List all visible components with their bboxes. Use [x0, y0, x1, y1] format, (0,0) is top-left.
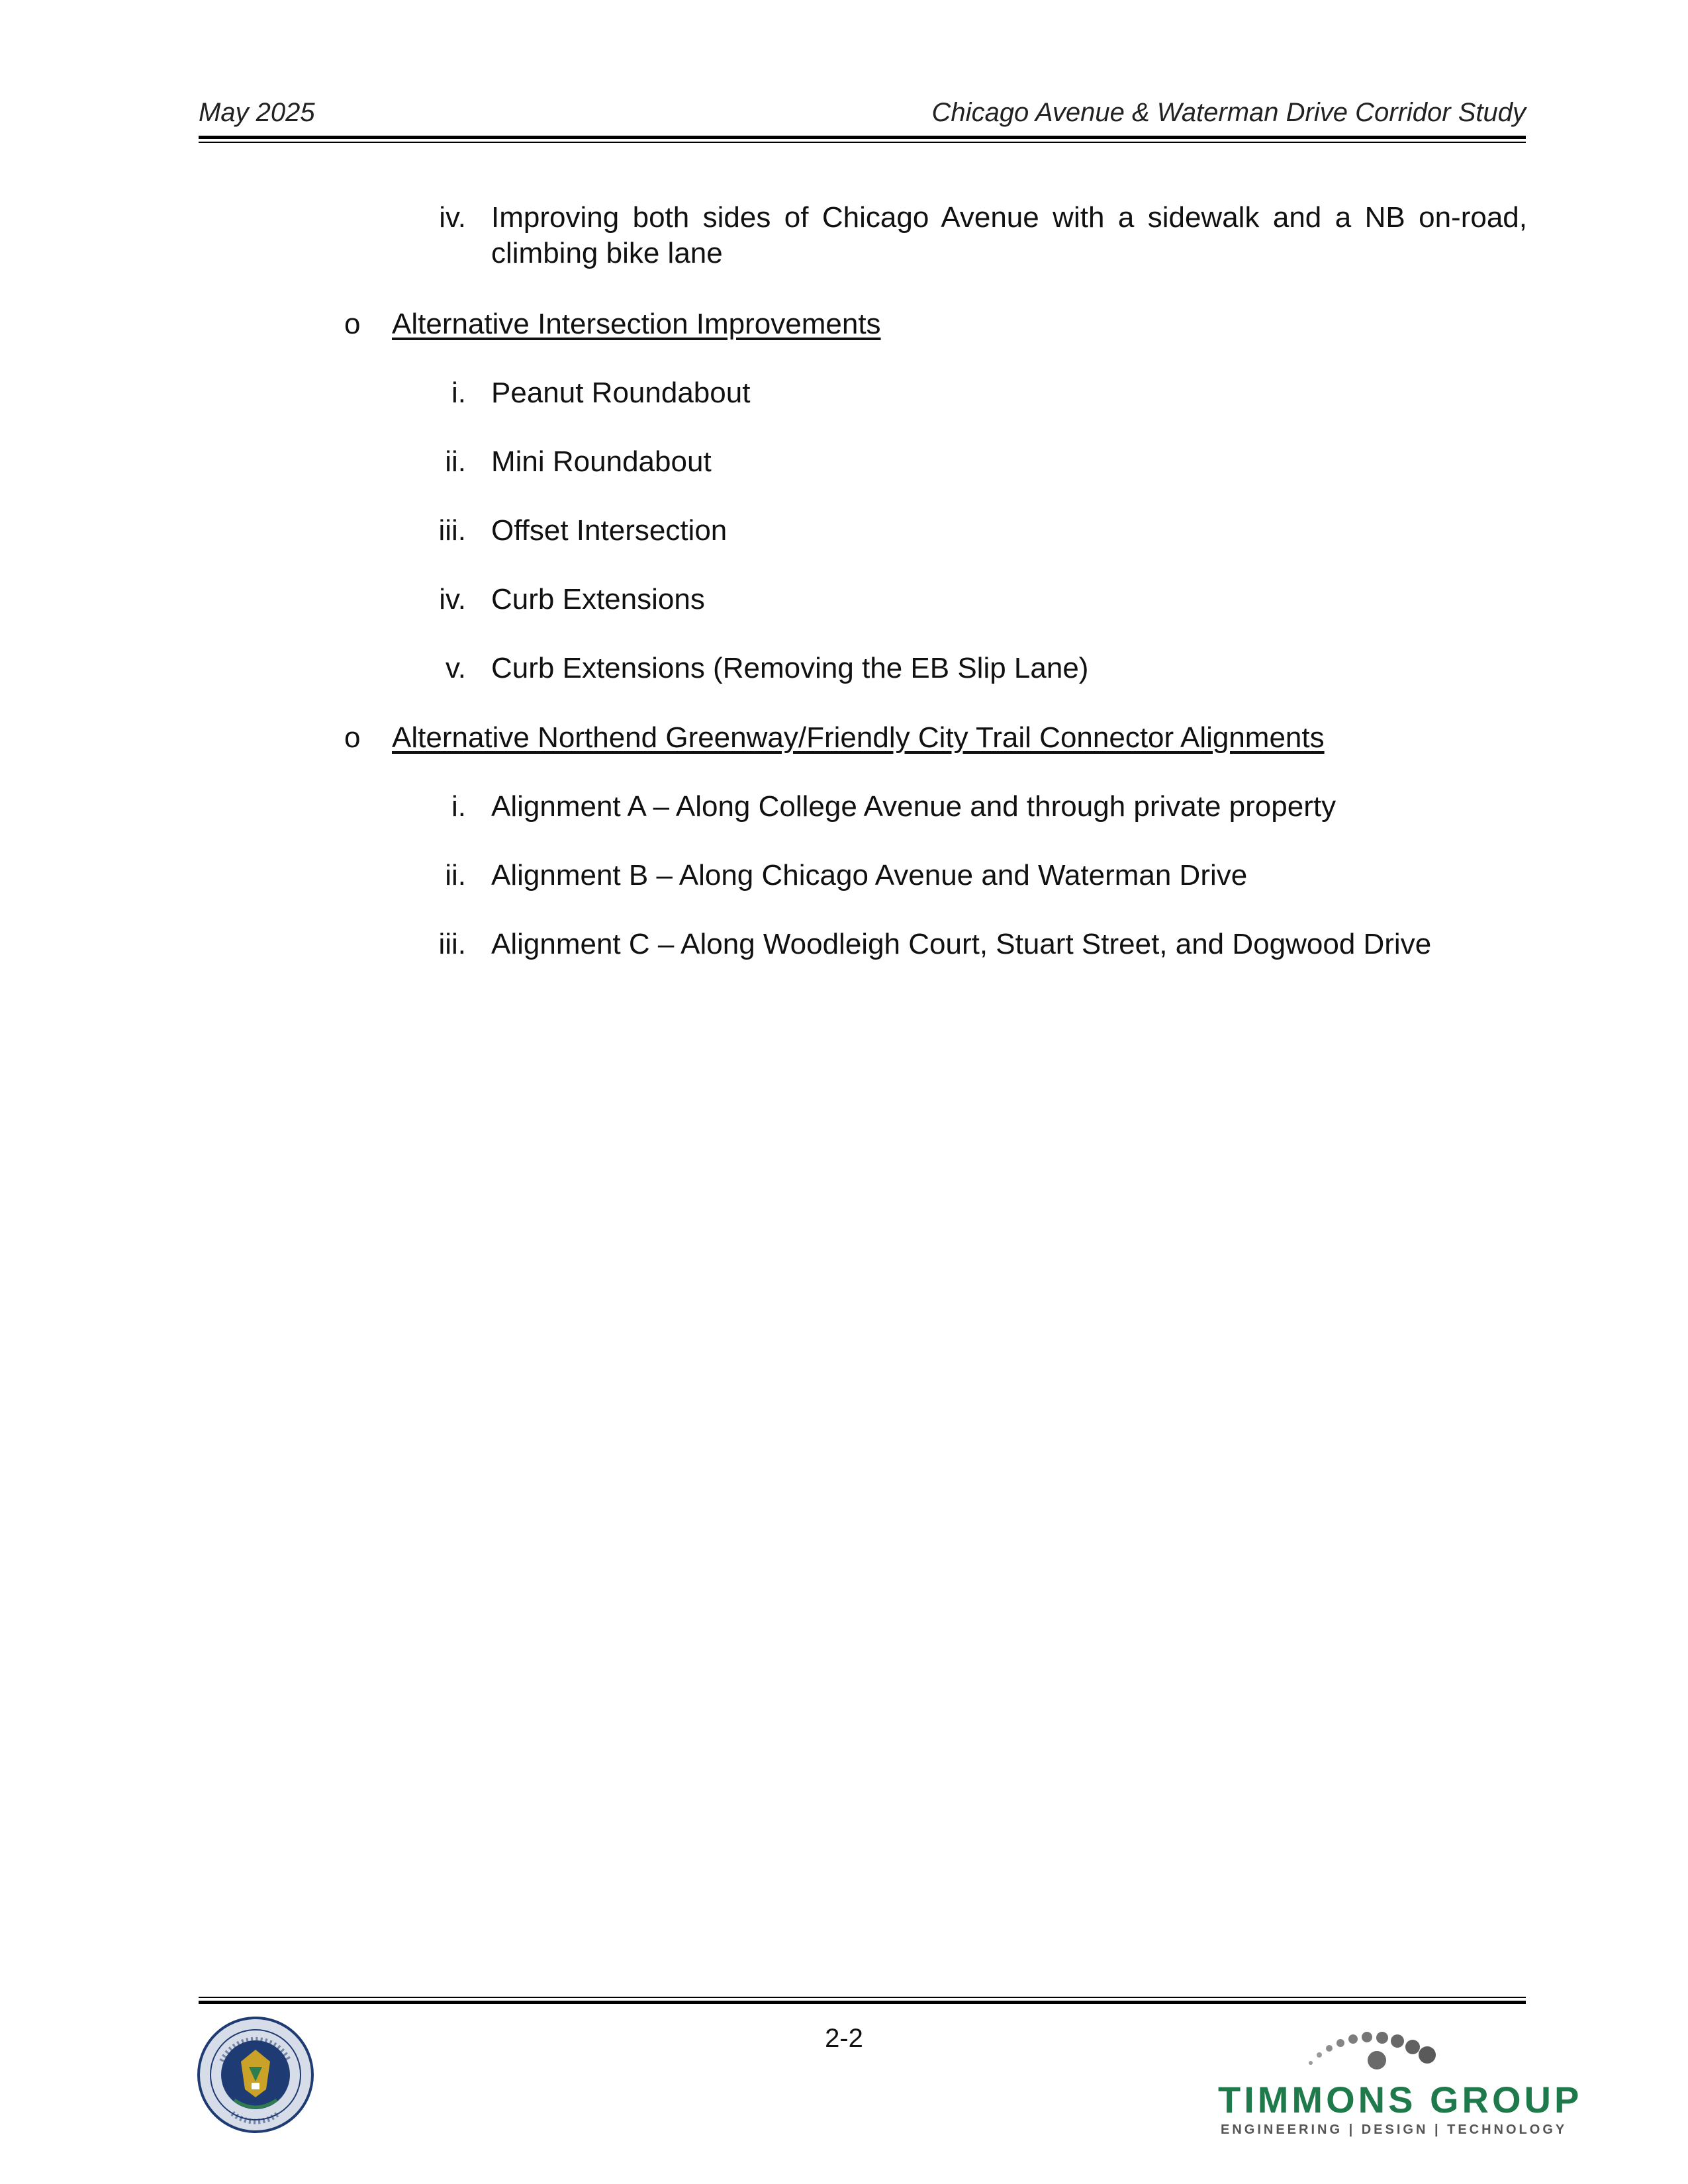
list-numeral: iii.: [438, 514, 466, 547]
list-numeral: i.: [451, 790, 466, 823]
list-item-text: Alignment A – Along College Avenue and through private property: [491, 790, 1336, 823]
list-item-text: Improving both sides of Chicago Avenue with a sidewalk and a NB on-road,: [491, 201, 1527, 234]
list-item-text: Mini Roundabout: [491, 445, 712, 478]
list-numeral: iv.: [439, 201, 466, 234]
logo-wordmark: TIMMONS GROUP: [1218, 2079, 1583, 2120]
logo-dots-icon: [1211, 2009, 1529, 2075]
header-title: Chicago Avenue & Waterman Drive Corridor Study: [931, 98, 1526, 127]
header-rule-thick: [199, 136, 1526, 139]
section-heading-intersection: Alternative Intersection Improvements: [392, 308, 881, 340]
list-item-text: Curb Extensions (Removing the EB Slip Lane): [491, 652, 1089, 684]
page-number: 2-2: [825, 2024, 863, 2053]
list-numeral: ii.: [445, 859, 466, 891]
city-seal-icon: [196, 2015, 315, 2134]
header-date: May 2025: [199, 98, 315, 127]
list-item-text-continued: climbing bike lane: [491, 237, 723, 269]
bullet-marker: o: [344, 308, 361, 340]
list-numeral: iii.: [438, 928, 466, 960]
bullet-marker: o: [344, 721, 361, 754]
list-numeral: i.: [451, 377, 466, 409]
list-numeral: iv.: [439, 583, 466, 615]
timmons-group-logo: [1211, 2009, 1583, 2141]
footer-rule-thin: [199, 1997, 1526, 1998]
section-heading-trail-alignments: Alternative Northend Greenway/Friendly City Trail Connector Alignments: [392, 721, 1325, 754]
list-item-text: Alignment C – Along Woodleigh Court, Stuart Street, and Dogwood Drive: [491, 928, 1432, 960]
footer-rule-thick: [199, 2001, 1526, 2004]
list-numeral: ii.: [445, 445, 466, 478]
header-rule-thin: [199, 142, 1526, 143]
logo-tagline: ENGINEERING | DESIGN | TECHNOLOGY: [1221, 2122, 1568, 2137]
list-item-text: Peanut Roundabout: [491, 377, 751, 409]
list-numeral: v.: [445, 652, 466, 684]
list-item-text: Alignment B – Along Chicago Avenue and Waterman Drive: [491, 859, 1248, 891]
list-item-text: Offset Intersection: [491, 514, 727, 547]
list-item-text: Curb Extensions: [491, 583, 705, 615]
